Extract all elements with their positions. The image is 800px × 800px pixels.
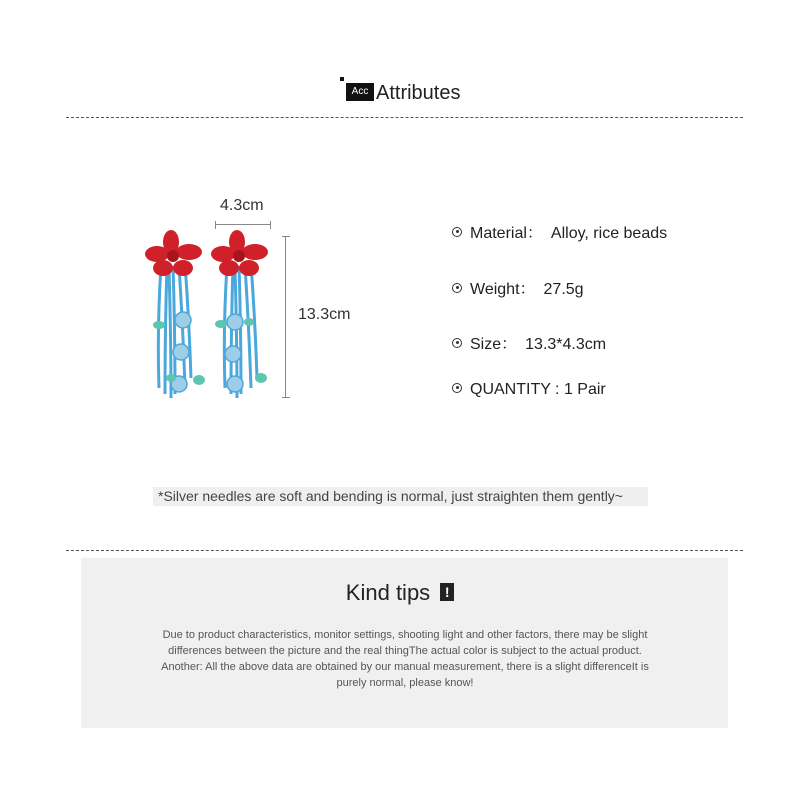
spec-label: Weight： <box>470 281 536 298</box>
earring-right <box>211 230 268 398</box>
header-marker-dot <box>340 77 344 81</box>
tips-line: Another: All the above data are obtained by our manual measurement, there is a slight differenceIt is <box>161 661 649 673</box>
spec-label: QUANTITY : 1 Pair <box>470 381 606 398</box>
tips-line: purely normal, please know! <box>336 677 474 689</box>
height-dimension-label: 13.3cm <box>298 306 351 323</box>
width-dimension-line <box>215 224 271 225</box>
bullet-icon <box>452 383 462 393</box>
tips-line: Due to product characteristics, monitor settings, shooting light and other factors, there may be slight <box>162 629 648 641</box>
spec-weight <box>452 276 584 299</box>
spec-value: Alloy, rice beads <box>550 225 668 242</box>
care-note: *Silver needles are soft and bending is normal, just straighten them gently~ <box>158 488 623 504</box>
spec-quantity <box>452 381 606 399</box>
spec-size <box>452 331 606 354</box>
divider-top <box>66 117 743 118</box>
bullet-icon <box>452 338 462 348</box>
spec-label: Size： <box>470 336 518 353</box>
spec-value: 27.5g <box>543 281 584 298</box>
divider-bottom <box>66 550 743 551</box>
bullet-icon <box>452 283 462 293</box>
width-dimension-label: 4.3cm <box>220 197 264 214</box>
section-title: Attributes <box>376 82 461 104</box>
warning-icon: ! <box>440 583 454 601</box>
tips-line: differences between the picture and the real thingThe actual color is subject to the actual product. <box>168 645 642 657</box>
spec-material <box>452 220 667 243</box>
bullet-icon <box>452 227 462 237</box>
spec-value: 13.3*4.3cm <box>525 336 607 353</box>
kind-tips-heading <box>0 580 800 606</box>
earring-left <box>145 230 205 398</box>
kind-tips-title: Kind tips <box>345 580 431 605</box>
height-dimension-line <box>285 236 286 398</box>
spec-label: Material： <box>470 225 543 242</box>
earrings-product-image <box>145 228 275 403</box>
kind-tips-text <box>120 627 690 691</box>
header-tag: Acc <box>346 83 374 101</box>
